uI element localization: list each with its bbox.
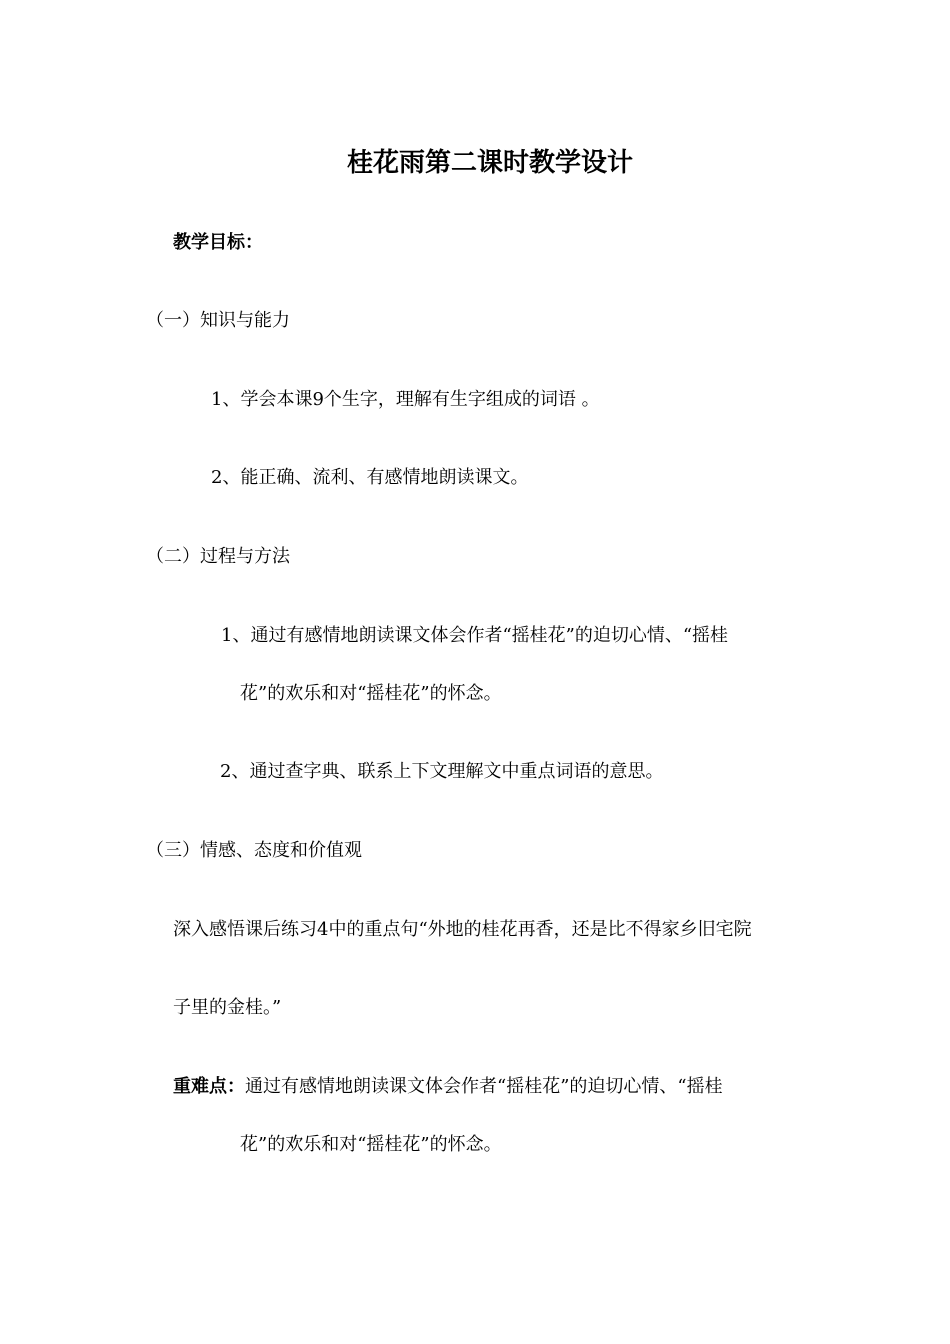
section-3-heading: （三）情感、态度和价值观 — [146, 840, 362, 861]
section-1-heading: （一）知识与能力 — [146, 310, 290, 331]
key-points-line-2: 花”的欢乐和对“摇桂花”的怀念。 — [240, 1134, 502, 1155]
objectives-heading: 教学目标： — [173, 232, 263, 253]
section-3-text-line-2: 子里的金桂。” — [173, 997, 282, 1018]
key-points-label: 重难点： — [173, 1076, 245, 1097]
document-title: 桂花雨第二课时教学设计 — [346, 148, 633, 178]
section-3-text-line-1: 深入感悟课后练习4中的重点句“外地的桂花再香，还是比不得家乡旧宅院 — [173, 919, 752, 940]
key-points-text: 通过有感情地朗读课文体会作者“摇桂花”的迫切心情、“摇桂 — [245, 1076, 723, 1097]
key-points-line-1 — [173, 1075, 723, 1099]
section-1-item-2: 2、能正确、流利、有感情地朗读课文。 — [211, 467, 529, 488]
section-2-item-2: 2、通过查字典、联系上下文理解文中重点词语的意思。 — [220, 761, 664, 782]
section-1-item-1: 1、学会本课9个生字，理解有生字组成的词语 。 — [211, 389, 600, 410]
section-2-item-1-line-2: 花”的欢乐和对“摇桂花”的怀念。 — [240, 683, 502, 704]
section-2-item-1-line-1: 1、通过有感情地朗读课文体会作者“摇桂花”的迫切心情、“摇桂 — [221, 625, 729, 646]
section-2-heading: （二）过程与方法 — [146, 546, 290, 567]
